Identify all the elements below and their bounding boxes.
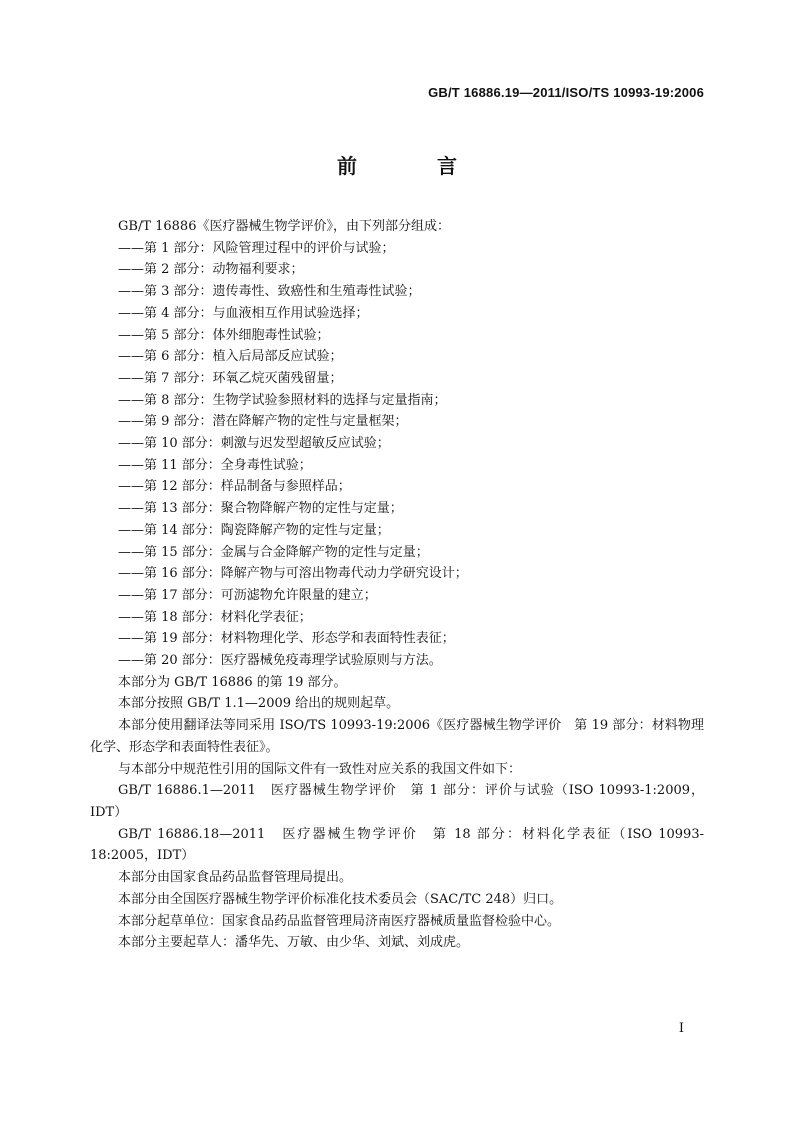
drafting-rules-paragraph: 本部分按照 GB/T 1.1—2009 给出的规则起草。 <box>118 696 400 712</box>
list-item: ——第 16 部分：降解产物与可溶出物毒代动力学研究设计； <box>118 566 468 582</box>
list-item: ——第 11 部分：全身毒性试验； <box>118 457 312 473</box>
drafting-unit-paragraph: 本部分起草单位：国家食品药品监督管理局济南医疗器械质量监督检验中心。 <box>118 913 561 929</box>
standard-code: GB/T 16886.19—2011/ISO/TS 10993-19:2006 <box>428 85 704 100</box>
page-number: I <box>678 1021 684 1036</box>
correspondence-intro-paragraph: 与本部分中规范性引用的国际文件有一致性对应关系的我国文件如下： <box>118 761 522 777</box>
list-item: ——第 4 部分：与血液相互作用试验选择； <box>118 305 369 321</box>
intro-paragraph: GB/T 16886《医疗器械生物学评价》，由下列部分组成： <box>118 219 450 234</box>
list-item: ——第 13 部分：聚合物降解产物的定性与定量； <box>118 501 403 517</box>
part-number-paragraph: 本部分为 GB/T 16886 的第 19 部分。 <box>118 674 347 690</box>
list-item: ——第 5 部分：体外细胞毒性试验； <box>118 327 330 343</box>
reference-item: GB/T 16886.1—2011 医疗器械生物学评价 第 1 部分：评价与试验（ISO 10993-1:2009，IDT） <box>90 783 704 820</box>
committee-paragraph: 本部分由全国医疗器械生物学评价标准化技术委员会（SAC/TC 248）归口。 <box>118 891 563 907</box>
list-item: ——第 19 部分：材料物理化学、形态学和表面特性表征； <box>118 631 455 647</box>
list-item: ——第 1 部分：风险管理过程中的评价与试验； <box>118 240 395 256</box>
list-item: ——第 20 部分：医疗器械免疫毒理学试验原则与方法。 <box>118 653 442 669</box>
drafters-paragraph: 本部分主要起草人：潘华先、万敏、由少华、刘斌、刘成虎。 <box>118 935 470 951</box>
list-item: ——第 6 部分：植入后局部反应试验； <box>118 349 343 365</box>
list-item: ——第 7 部分：环氧乙烷灭菌残留量； <box>118 370 343 386</box>
list-item: ——第 8 部分：生物学试验参照材料的选择与定量指南； <box>118 392 447 408</box>
list-item: ——第 12 部分：样品制备与参照样品； <box>118 479 351 495</box>
list-item: ——第 17 部分：可沥滤物允许限量的建立； <box>118 587 377 603</box>
proposer-paragraph: 本部分由国家食品药品监督管理局提出。 <box>118 870 353 886</box>
list-item: ——第 10 部分：刺激与迟发型超敏反应试验； <box>118 436 390 452</box>
list-item: ——第 14 部分：陶瓷降解产物的定性与定量； <box>118 522 390 538</box>
list-item: ——第 15 部分：金属与合金降解产物的定性与定量； <box>118 544 429 560</box>
reference-item: GB/T 16886.18—2011 医疗器械生物学评价 第 18 部分：材料化学表征（ISO 10993-18:2005，IDT） <box>90 826 704 864</box>
list-item: ——第 9 部分：潜在降解产物的定性与定量框架； <box>118 414 408 430</box>
list-item: ——第 18 部分：材料化学表征； <box>118 609 312 625</box>
page-title: 前 言 <box>337 154 487 178</box>
parts-list <box>90 238 704 672</box>
list-item: ——第 3 部分：遗传毒性、致癌性和生殖毒性试验； <box>118 284 421 300</box>
adoption-paragraph: 本部分使用翻译法等同采用 ISO/TS 10993-19:2006《医疗器械生物学评价 第 19 部分：材料物理化学、形态学和表面特性表征》。 <box>90 718 704 755</box>
list-item: ——第 2 部分：动物福利要求； <box>118 262 304 278</box>
document-body <box>90 216 704 954</box>
